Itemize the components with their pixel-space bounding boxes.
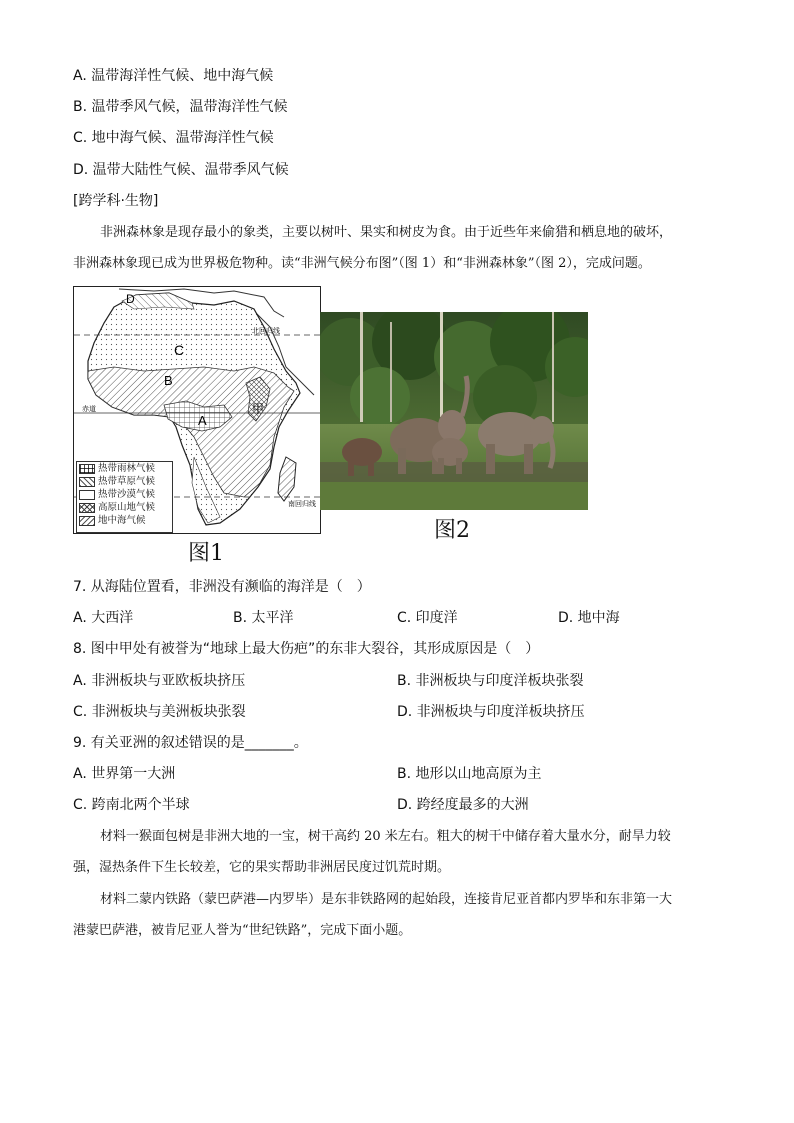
q7-option-b: B. 太平洋 xyxy=(233,610,294,626)
q9-option-d: D. 跨经度最多的大洲 xyxy=(397,797,529,813)
legend-swatch-mediterranean xyxy=(79,516,95,526)
section-tag: [跨学科·生物] xyxy=(73,193,159,209)
elephant-photo-svg xyxy=(320,312,588,510)
q7-option-c: C. 印度洋 xyxy=(397,610,458,626)
material-2-line-2: 港蒙巴萨港，被肯尼亚人誉为“世纪铁路”，完成下面小题。 xyxy=(73,923,412,938)
q6-option-c: C. 地中海气候、温带海洋性气候 xyxy=(73,130,274,146)
intro-line-1: 非洲森林象是现存最小的象类，主要以树叶、果实和树皮为食。由于近些年来偷猎和栖息地的破坏， xyxy=(100,225,673,240)
map-letter-d: D xyxy=(126,292,135,306)
africa-climate-map xyxy=(73,286,321,534)
q6-option-d: D. 温带大陆性气候、温带季风气候 xyxy=(73,162,289,178)
q7-option-a: A. 大西洋 xyxy=(73,610,134,626)
tropic-cancer-label: 北回归线 xyxy=(252,327,280,335)
map-label-jia: 甲 xyxy=(252,402,265,416)
madagascar xyxy=(278,457,296,501)
material-1-line-2: 强，湿热条件下生长较差，它的果实帮助非洲居民度过饥荒时期。 xyxy=(73,860,451,875)
map-letter-b: B xyxy=(164,373,173,388)
legend-swatch-savanna xyxy=(79,477,95,487)
map-legend xyxy=(76,461,173,533)
q6-option-a: A. 温带海洋性气候、地中海气候 xyxy=(73,68,274,84)
figure-1-caption: 图1 xyxy=(188,541,224,566)
q9-option-a: A. 世界第一大洲 xyxy=(73,766,176,782)
intro-line-2: 非洲森林象现已成为世界极危物种。读“非洲气候分布图”（图 1）和“非洲森林象”（图 2），完成问题。 xyxy=(73,256,651,271)
legend-label: 热带沙漠气候 xyxy=(98,489,156,500)
legend-row xyxy=(77,475,172,488)
material-1-line-1: 材料一猴面包树是非洲大地的一宝，树干高约 20 米左右。粗大的树干中储存着大量水分，耐旱力较 xyxy=(100,829,671,844)
legend-row xyxy=(77,514,172,527)
legend-label: 高原山地气候 xyxy=(98,502,156,513)
q8-option-a: A. 非洲板块与亚欧板块挤压 xyxy=(73,673,246,689)
legend-row xyxy=(77,488,172,501)
equator-label: 赤道 xyxy=(82,405,96,413)
legend-swatch-rainforest xyxy=(79,464,95,474)
q9-option-c: C. 跨南北两个半球 xyxy=(73,797,190,813)
q7-stem: 7. 从海陆位置看，非洲没有濒临的海洋是（ ） xyxy=(73,579,371,595)
q9-option-b: B. 地形以山地高原为主 xyxy=(397,766,542,782)
map-letter-a: A xyxy=(198,413,207,428)
legend-label: 热带雨林气候 xyxy=(98,463,156,474)
q8-option-c: C. 非洲板块与美洲板块张裂 xyxy=(73,704,246,720)
material-2-line-1: 材料二蒙内铁路（蒙巴萨港—内罗毕）是东非铁路网的起始段，连接肯尼亚首都内罗毕和东非第一大 xyxy=(100,892,673,907)
legend-label: 热带草原气候 xyxy=(98,476,156,487)
q8-stem: 8. 图中甲处有被誉为“地球上最大伤疤”的东非大裂谷，其形成原因是（ ） xyxy=(73,641,540,657)
q6-option-b: B. 温带季风气候，温带海洋性气候 xyxy=(73,99,288,115)
legend-row xyxy=(77,501,172,514)
q8-option-b: B. 非洲板块与印度洋板块张裂 xyxy=(397,673,584,689)
forest-elephant-photo xyxy=(320,312,588,510)
tropic-capricorn-label: 南回归线 xyxy=(288,500,316,508)
q7-option-d: D. 地中海 xyxy=(558,610,620,626)
map-letter-c: C xyxy=(174,342,185,358)
legend-swatch-desert xyxy=(79,490,95,500)
legend-label: 地中海气候 xyxy=(98,515,146,526)
q8-option-d: D. 非洲板块与印度洋板块挤压 xyxy=(397,704,585,720)
q9-stem: 9. 有关亚洲的叙述错误的是_______。 xyxy=(73,735,308,751)
legend-swatch-highland xyxy=(79,503,95,513)
legend-row xyxy=(77,462,172,475)
figure-2-caption: 图2 xyxy=(434,518,470,543)
